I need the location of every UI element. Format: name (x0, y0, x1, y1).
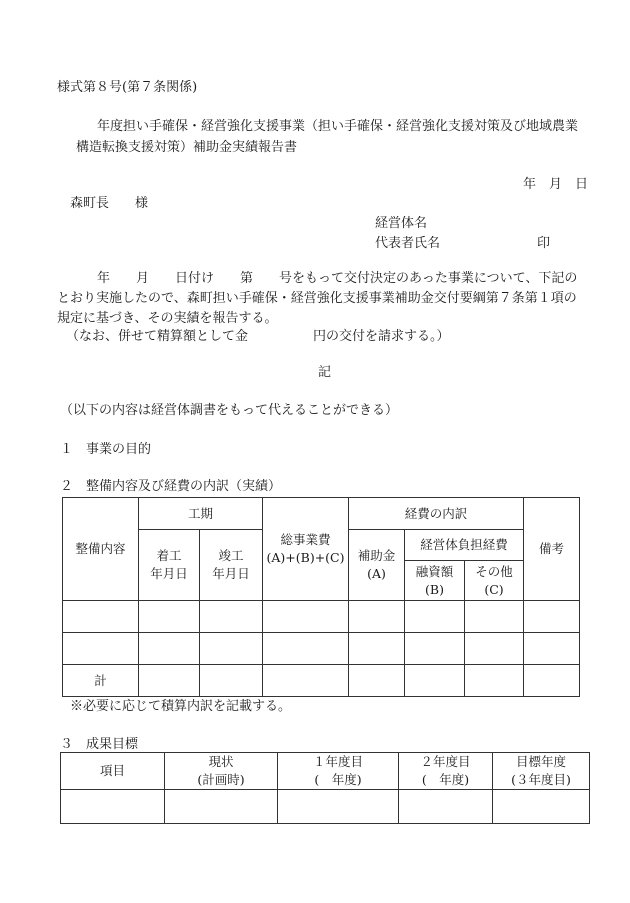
section-2-heading: ２ 整備内容及び経費の内訳（実績） (60, 479, 282, 494)
addressee: 森町長 様 (70, 196, 149, 211)
ki-heading: 記 (318, 365, 332, 380)
header-subsidy: 補助金 (A) (349, 530, 405, 601)
goal-header-current: 現状 (計画時) (165, 753, 278, 790)
header-start-date: 着工 年月日 (139, 530, 200, 601)
table-row (63, 633, 580, 665)
table-row (63, 601, 580, 633)
header-content: 整備内容 (63, 498, 139, 601)
goal-header-year1: １年度目 ( 年度) (278, 753, 399, 790)
header-remarks: 備考 (524, 498, 580, 601)
rep-name-label: 代表者氏名 (375, 236, 441, 251)
form-number: 様式第８号(第７条関係) (57, 80, 198, 95)
date-line: 年 月 日 (523, 177, 589, 192)
header-breakdown: 経費の内訳 (349, 498, 524, 530)
substitute-note: （以下の内容は経営体調書をもって代えることができる） (60, 403, 399, 418)
header-period: 工期 (139, 498, 263, 530)
total-row (63, 665, 580, 697)
goal-header-target: 目標年度 (３年度目) (493, 753, 590, 790)
header-loan: 融資額 (B) (405, 561, 465, 601)
table-row (61, 790, 590, 824)
total-row-label: 計 (63, 665, 139, 697)
header-burden: 経営体負担経費 (405, 530, 524, 561)
body-line-2: とおり実施したので、森町担い手確保・経営強化支援事業補助金交付要綱第７条第１項の (57, 291, 577, 306)
header-total: 総事業費 (A)+(B)+(C) (263, 498, 349, 601)
goal-table (60, 752, 590, 824)
org-name-label: 経営体名 (375, 216, 428, 231)
goal-header-year2: ２年度目 ( 年度) (399, 753, 493, 790)
section-1-heading: １ 事業の目的 (60, 442, 152, 457)
header-other: その他 (C) (465, 561, 524, 601)
body-line-1: 年 月 日付け 第 号をもって交付決定のあった事業について、下記の (97, 271, 578, 286)
section-3-heading: ３ 成果目標 (60, 737, 139, 752)
goal-header-item: 項目 (61, 753, 165, 790)
table-note: ※必要に応じて積算内訳を記載する。 (70, 699, 292, 714)
seal-mark: 印 (537, 236, 551, 251)
expense-table (62, 497, 580, 697)
body-line-3: 規定に基づき、その実績を報告する。 (57, 311, 278, 326)
header-end-date: 竣工 年月日 (200, 530, 263, 601)
title-line-1: 年度担い手確保・経営強化支援事業（担い手確保・経営強化支援対策及び地域農業 (97, 119, 579, 134)
body-note: （なお、併せて精算額として金 円の交付を請求する。） (66, 329, 450, 344)
title-line-2: 構造転換支援対策）補助金実績報告書 (76, 140, 298, 155)
